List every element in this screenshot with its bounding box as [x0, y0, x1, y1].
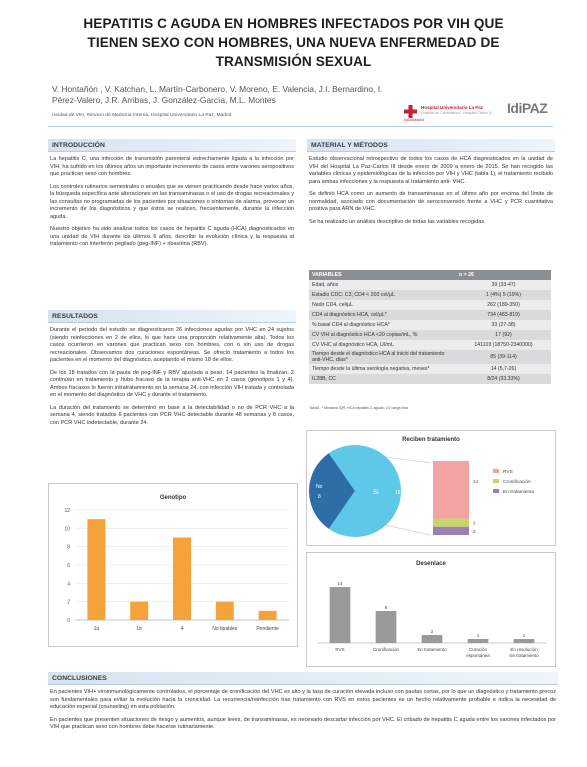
material-paragraph: Se ha realizado un análisis descriptivo de todas las variables recogidas. [309, 218, 486, 225]
x-tick-label-part: sin tratamiento [509, 653, 539, 658]
table-cell-variable: CD4 al diagnóstico HCA, cel/µL* [309, 310, 456, 320]
table-cell-variable: Tiempo desde la última serología negativa, meses* [309, 364, 456, 374]
table-row [309, 280, 551, 290]
x-tick-label: Cronificación [372, 647, 400, 652]
genotipo-chart [48, 483, 298, 647]
introduccion-text [50, 156, 294, 254]
stack-value-label: 2 [473, 528, 476, 534]
table-cell-variable: Nadir CD4, cel/µL [309, 300, 456, 310]
hospital-name: Hospital Universitario La Paz [421, 105, 484, 110]
y-tick-label: 12 [64, 508, 70, 514]
x-tick-label-part: En resolución [510, 647, 538, 652]
table-cell-value: 33 (27-38) [456, 320, 551, 330]
bar-value-label: 8 [384, 605, 388, 610]
stack-value-label: 14 [473, 479, 479, 484]
bar-value-label: 14 [337, 581, 343, 586]
legend-swatch [493, 469, 499, 473]
table-cell-value: 8/24 (33.33%) [456, 374, 551, 384]
bar-1b [130, 602, 148, 620]
resultados-paragraph: La duración del tratamiento se determinó en base a la detectabilidad o no de PCR VHC a la semana 4, siendo tratados 6 pacientes con PCR VHC detectable durante 48 semanas y 8 casos, con PCR VHC indetectable, durante 24. [50, 404, 294, 426]
y-tick-label: 4 [67, 581, 70, 588]
introduccion-paragraph: La hepatitis C, una infección de transmisión parenteral estrechamente ligada a la infección por VIH, ha sufrido en los últimos años un importante incremento de casos entre varones seropositivos que practican sexo con hombres. [50, 156, 294, 177]
bar-curación-espontánea [468, 639, 489, 643]
x-tick-label: 1a [93, 626, 100, 632]
idipaz-logo [507, 100, 547, 120]
legend-label: RVS [503, 470, 513, 475]
resultados-heading: RESULTADOS [48, 310, 296, 323]
table-cell-value: 262 (189-350) [456, 300, 551, 310]
table-cell-variable: % basal CD4 al diagnóstico HCA* [309, 320, 456, 330]
x-tick-label: RVS [335, 647, 345, 652]
table-cell-variable: CV VHC al diagnóstico HCA, UI/mL [309, 340, 456, 350]
hospital-subname: Hospital de Cantoblanco · Hospital Carlos III [421, 111, 492, 115]
table-row [309, 300, 551, 310]
legend-label: En tratamiento [503, 490, 535, 495]
table-cell-variable: Estadio CDC: C3; CD4 < 200 cel/µL [309, 290, 456, 300]
y-tick-label: 8 [67, 544, 70, 551]
table-row [309, 364, 551, 374]
legend-swatch [493, 479, 499, 483]
desenlace-chart-svg [307, 553, 555, 666]
legend-label: Cronificación [503, 480, 531, 485]
bar-pendiente [259, 611, 277, 620]
table-cell-variable: IL28B, CC [309, 374, 456, 384]
table-cell-value: 17 (92) [456, 330, 551, 340]
variables-table [309, 270, 551, 384]
material-paragraph: Estudio observacional retrospectivo de todos los casos de HCA diagnosticados en la unidad de VIH del Hospital La Paz-Carlos III desde enero de 2009 a enero de 2015. Se han recogido las variables clínicas y epidemiológicas de la infección por VIH y VHC (tabla 1), el tratamiento recibido para ambas infecciones y la respuesta al tratamiento anti- VHC. [309, 156, 553, 185]
introduccion-paragraph: Los controles rutinarios semestrales o anuales que se vienen practicando desde hace varios años, la búsqueda específica ante alteraciones en las transaminasas o el uso de drogas recreacionales y las consultas no programadas de los pacientes por situaciones o síntomas de alarma, provocan un incremento de los diagnósticos y que éstos se realicen, frecuentemente, durante la infección aguda. [50, 183, 294, 220]
pie-label-no: No [316, 484, 323, 490]
pie-value-no: 8 [318, 494, 321, 500]
title-line-1: HEPATITIS C AGUDA EN HOMBRES INFECTADOS POR VIH QUE [83, 16, 504, 31]
conclusiones-heading: CONCLUSIONES [48, 672, 558, 685]
tratamiento-chart-svg [307, 431, 555, 545]
x-tick-label-part: espontánea [466, 653, 490, 658]
table-cell-value: 141103 (18750-2340000) [456, 340, 551, 350]
material-heading: MATERIAL Y MÉTODOS [307, 139, 555, 152]
pie-label-si: Sí [373, 490, 379, 496]
poster-title [20, 14, 567, 71]
y-tick-label: 0 [67, 618, 70, 624]
table-header-row [309, 270, 551, 280]
bar-cronificación [376, 611, 397, 643]
conclusiones-paragraph: En pacientes que presenten situaciones de riesgo y aumentos, aunque leves, de transaminasas, es necesario descartar infección por VHC. El cribado de hepatitis C aguda entre los varones infectados por VIH que practican sexo con hombres debe hacerse rutinariamente. [50, 716, 556, 730]
table-cell-value: 39 (33-47) [456, 280, 551, 290]
x-tick-label: 4 [180, 626, 184, 632]
idipaz-label: IdiPAZ [507, 100, 548, 116]
x-tick-label: Pendiente [256, 626, 279, 632]
table-row [309, 330, 551, 340]
resultados-paragraph: De los 18 tratados con la pauta de peg-INF y RBV ajustada a peso, 14 pacientes la finalizan, 2 continúan en tratamiento y hubo fracaso de la terapia anti-VHC en 2 casos (genotipos 1 y 4). Ambos fracasos lo fueron intratratamiento en la semana 24, con infección VIH tratada y controlada en el momento del diagnóstico de VHC y durante el tratamiento. [50, 369, 294, 398]
x-tick-label-part: Curación [468, 647, 488, 652]
table-header-variable: VARIABLES [309, 270, 456, 280]
desenlace-chart-title: Desenlace [416, 561, 446, 567]
introduccion-paragraph: Nuestro objetivo ha sido analizar todos los casos de hepatitis C aguda (HCA) diagnosticados en una unidad de VIH durante los últimos 6 años, describir la evolución clínica y la respuesta al tratamiento con interferón pegilado (peg-INF) + ribavirina (RBV). [50, 226, 294, 247]
resultados-paragraph: Durante el periodo del estudio se diagnosticaron 26 infecciones agudas por VHC en 24 sujetos (siendo reinfecciones en 2 de ellos, lo que hace una proporción relativamente alta). Todos los casos ocurrieron en varones que practican sexo con hombres, con o sin uso de drogas recreacionales. Observamos dos curaciones espontáneas. Se ofreció tratamiento a todos los pacientes en el momento del diagnóstico, aceptando el mismo 18 de ellos. [50, 327, 294, 363]
title-line-2: TIENEN SEXO CON HOMBRES, UNA NUEVA ENFERMEDAD DE [87, 35, 500, 50]
table-note: Tabla1. * Mediana IQR, HCA hepatitis C aguda, CV carga viral [309, 406, 409, 410]
genotipo-chart-title: Genotipo [159, 495, 187, 501]
table-row [309, 290, 551, 300]
bar-1a [87, 519, 105, 620]
y-tick-label: 10 [64, 526, 70, 533]
y-tick-label: 6 [67, 563, 70, 569]
salud-madrid-label: SaludMadrid [404, 118, 425, 122]
introduccion-heading: INTRODUCCIÓN [48, 139, 296, 152]
hospital-cross-icon [404, 105, 417, 118]
connector-line [385, 525, 431, 535]
table-cell-variable: Tiempo desde el diagnóstico HCA al inicio del tratamiento anti-VHC, días* [309, 350, 456, 364]
resultados-text [50, 327, 294, 432]
bar-rvs [330, 587, 351, 643]
table-row [309, 320, 551, 330]
table-cell-value: 14 (5,7-26) [456, 364, 551, 374]
stack-segment-cronificación [433, 519, 469, 527]
x-tick-label: 1b [136, 626, 142, 632]
bar-value-label: 2 [430, 629, 434, 634]
bar-4 [173, 538, 191, 621]
affiliation: Unidad de VIH, Servicio de Medicina Interna, Hospital Universitario La Paz, Madrid [52, 113, 232, 118]
pie-value-si: 18 [395, 490, 401, 496]
table-row [309, 374, 551, 384]
bar-no-tipables [216, 602, 234, 620]
tratamiento-chart [306, 430, 556, 546]
y-tick-label: 2 [67, 599, 70, 606]
stack-segment-rvs [433, 461, 469, 519]
table-cell-value: 85 (39-114) [456, 350, 551, 364]
table-cell-value: 734 (483-819) [456, 310, 551, 320]
table-row [309, 310, 551, 320]
conclusiones-text [50, 689, 556, 737]
bar-value-label: 1 [476, 633, 480, 638]
table-cell-variable: Edad, años [309, 280, 456, 290]
conclusiones-paragraph: En pacientes VIH+ viroinmunológicamente controlados, el porcentaje de cronificación del VHC es alto y la tasa de curación elevada incluso con pautas cortas, por lo que un diagnóstico y tratamiento precoz son fundamentales para evitar la evolución hacia la cronicidad. La recurrencia/reinfección tras tratamiento con RVS en estos pacientes es un hecho relativamente probable e indica la necesidad de educación especial (counseling) en esta población. [50, 689, 556, 710]
table-row [309, 350, 551, 364]
x-tick-label: En tratamiento [417, 647, 447, 652]
stack-value-label: 2 [473, 520, 476, 526]
bar-en-resolución-sin-tratamiento [514, 639, 535, 643]
legend-swatch [493, 489, 499, 493]
material-text [309, 156, 553, 231]
connector-line [385, 457, 431, 463]
title-line-3: TRANSMISIÓN SEXUAL [215, 54, 372, 69]
hospital-logo [404, 104, 504, 120]
tratamiento-chart-title: Reciben tratamiento [402, 437, 460, 443]
bar-en-tratamiento [422, 635, 443, 643]
table-cell-value: 1 (4%) 5 (19%) [456, 290, 551, 300]
x-tick-label: No tipables [212, 626, 238, 632]
authors: V. Hontañón , V. Katchan, L. Martín-Carbonero, V. Moreno, E. Valencia, J.I. Bernardino, I. Pérez-Valero, J.R. Arribas, J. González-García, M.L. Montes [52, 84, 383, 105]
desenlace-chart [306, 552, 556, 667]
material-paragraph: Se definió HCA como un aumento de transaminasas en el último año por encima del límite de normalidad, asociado con documentación de seroconversión frente a VHC y PCR cuantitativa positiva para ARN de VHC. [309, 191, 553, 212]
genotipo-chart-svg [49, 484, 297, 646]
header-divider [48, 126, 553, 127]
stack-segment-en-tratamiento [433, 527, 469, 535]
table-cell-variable: CV VIH al diagnóstico HCA <20 copias/mL, % [309, 330, 456, 340]
table-row [309, 340, 551, 350]
table-header-value: n = 26 [456, 270, 551, 280]
bar-value-label: 1 [522, 633, 526, 638]
